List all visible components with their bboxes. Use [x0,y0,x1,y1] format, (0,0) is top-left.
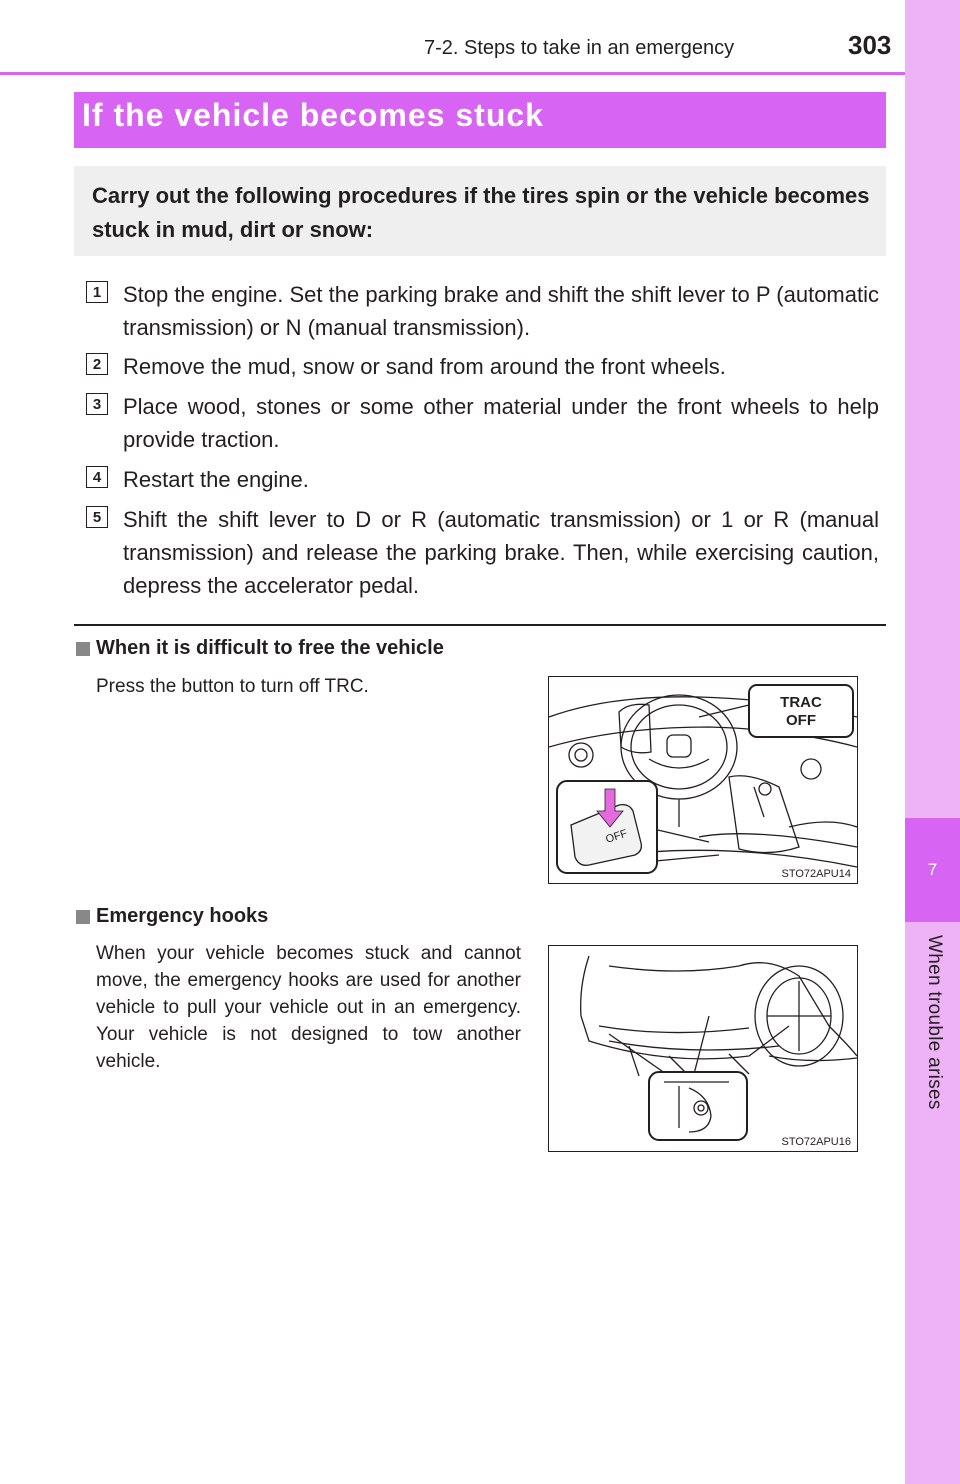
trc-instruction: Press the button to turn off TRC. [96,676,369,697]
vehicle-underside-illustration [549,946,857,1151]
section-divider [74,624,886,626]
svg-text:TRAC: TRAC [780,694,822,711]
step-number-3: 3 [86,393,108,415]
chapter-label: When trouble arises [924,935,945,1110]
step-text-4: Restart the engine. [123,467,309,492]
step-number-4: 4 [86,466,108,488]
trac-off-figure [548,676,858,884]
svg-text:OFF: OFF [604,827,629,846]
page-title: If the vehicle becomes stuck [82,97,544,133]
step-number-5: 5 [86,506,108,528]
intro-text: Carry out the following procedures if the tires spin or the vehicle becomes stuck in mud, dirt or snow: [92,183,870,242]
step-text-2: Remove the mud, snow or sand from around the front wheels. [123,354,726,379]
step-number-1: 1 [86,281,108,303]
emergency-hooks-figure [548,945,858,1152]
figure-code: STO72APU16 [781,1136,851,1148]
subheading-emergency-hooks: Emergency hooks [96,905,269,927]
chapter-number-tab[interactable]: 7 [905,818,960,922]
emergency-hooks-text: When your vehicle becomes stuck and cannot move, the emergency hooks are used for another vehicle to pull your vehicle out in an emergency. Your vehicle is not designed to tow another vehicle. [96,943,521,1072]
subheading-free-vehicle: When it is difficult to free the vehicle [96,637,444,659]
step-text-3: Place wood, stones or some other material under the front wheels to help provide traction. [123,394,879,452]
square-bullet-icon [76,642,90,656]
running-header: 7-2. Steps to take in an emergency [424,37,735,59]
square-bullet-icon [76,910,90,924]
figure-code: STO72APU14 [781,868,851,880]
step-text-5: Shift the shift lever to D or R (automatic transmission) or 1 or R (manual transmission) and release the parking brake. Then, while exercising caution, depress the accelerator pedal. [123,507,879,598]
side-tab [905,0,960,1484]
header-rule [0,72,905,75]
page-number: 303 [848,30,892,60]
step-text-1: Stop the engine. Set the parking brake and shift the shift lever to P (automatic transmission) or N (manual transmission). [123,282,879,340]
step-number-2: 2 [86,353,108,375]
svg-text:OFF: OFF [786,712,816,729]
dashboard-illustration [549,677,857,883]
